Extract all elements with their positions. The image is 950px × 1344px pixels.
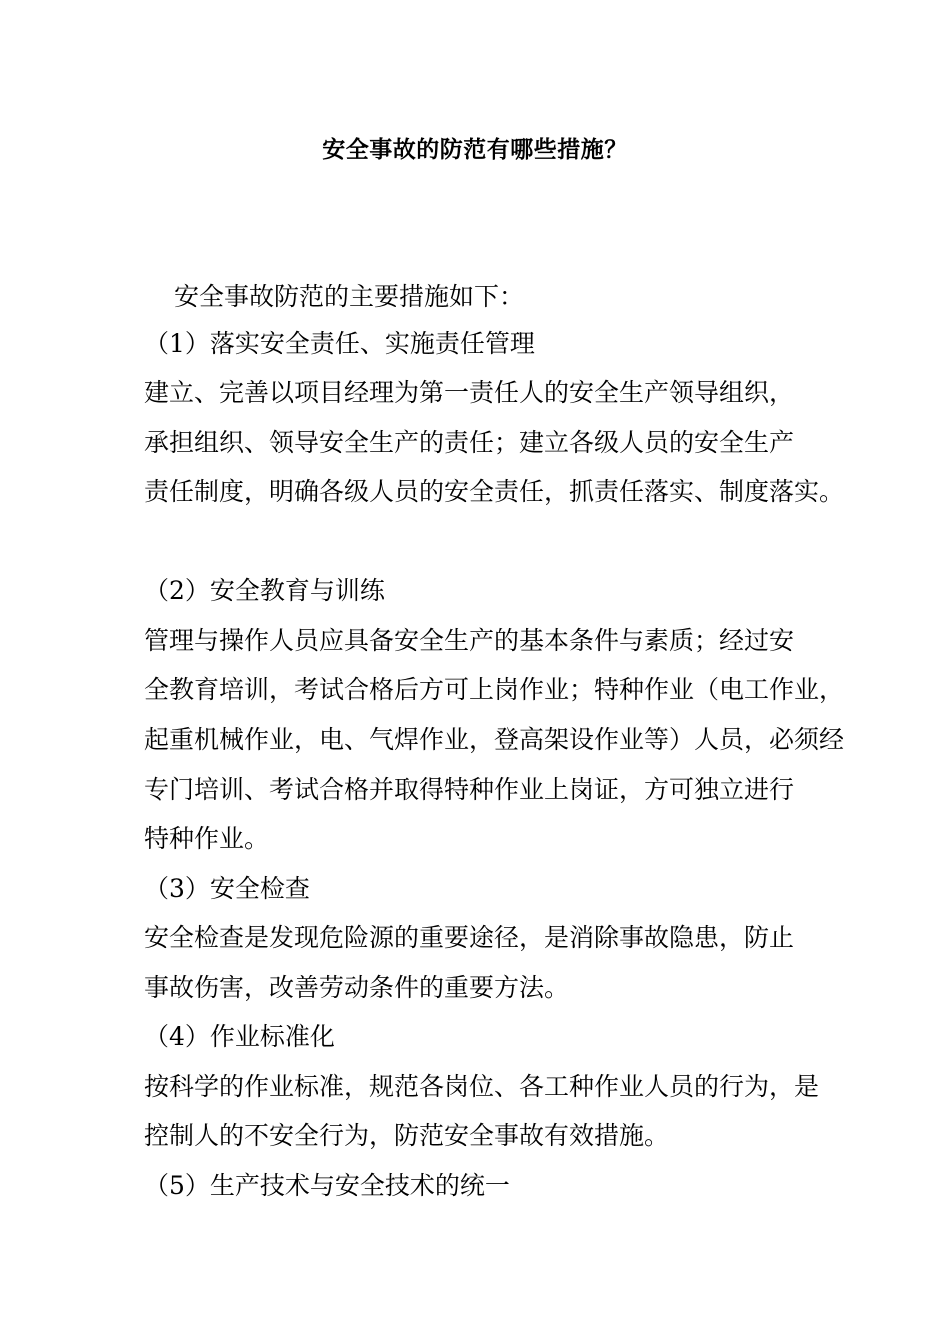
section-1-line-2: 承担组织、领导安全生产的责任；建立各级人员的安全生产 bbox=[144, 428, 795, 457]
section-2-line-3: 起重机械作业，电、气焊作业，登高架设作业等）人员，必须经 bbox=[144, 725, 845, 754]
section-2-line-5: 特种作业。 bbox=[144, 824, 270, 853]
section-4-line-2: 控制人的不安全行为，防范安全事故有效措施。 bbox=[144, 1121, 670, 1150]
section-5-heading: （5）生产技术与安全技术的统一 bbox=[144, 1171, 510, 1200]
section-4-line-1: 按科学的作业标准，规范各岗位、各工种作业人员的行为，是 bbox=[144, 1072, 820, 1101]
section-3-heading: （3）安全检查 bbox=[144, 874, 310, 903]
section-2-line-4: 专门培训、考试合格并取得特种作业上岗证，方可独立进行 bbox=[144, 775, 795, 804]
section-2-line-1: 管理与操作人员应具备安全生产的基本条件与素质；经过安 bbox=[144, 626, 795, 655]
section-2-heading: （2）安全教育与训练 bbox=[144, 576, 385, 605]
section-1-line-3: 责任制度，明确各级人员的安全责任，抓责任落实、制度落实。 bbox=[144, 477, 845, 506]
section-3-line-1: 安全检查是发现危险源的重要途径，是消除事故隐患，防止 bbox=[144, 923, 795, 952]
section-4-heading: （4）作业标准化 bbox=[144, 1022, 335, 1051]
document-title: 安全事故的防范有哪些措施？ bbox=[322, 136, 628, 163]
section-1-line-1: 建立、完善以项目经理为第一责任人的安全生产领导组织， bbox=[144, 378, 795, 407]
section-2-line-2: 全教育培训，考试合格后方可上岗作业；特种作业（电工作业， bbox=[144, 675, 845, 704]
intro-text: 安全事故防范的主要措施如下： bbox=[174, 282, 525, 311]
section-3-line-2: 事故伤害，改善劳动条件的重要方法。 bbox=[144, 973, 570, 1002]
section-1-heading: （1）落实安全责任、实施责任管理 bbox=[144, 329, 535, 358]
